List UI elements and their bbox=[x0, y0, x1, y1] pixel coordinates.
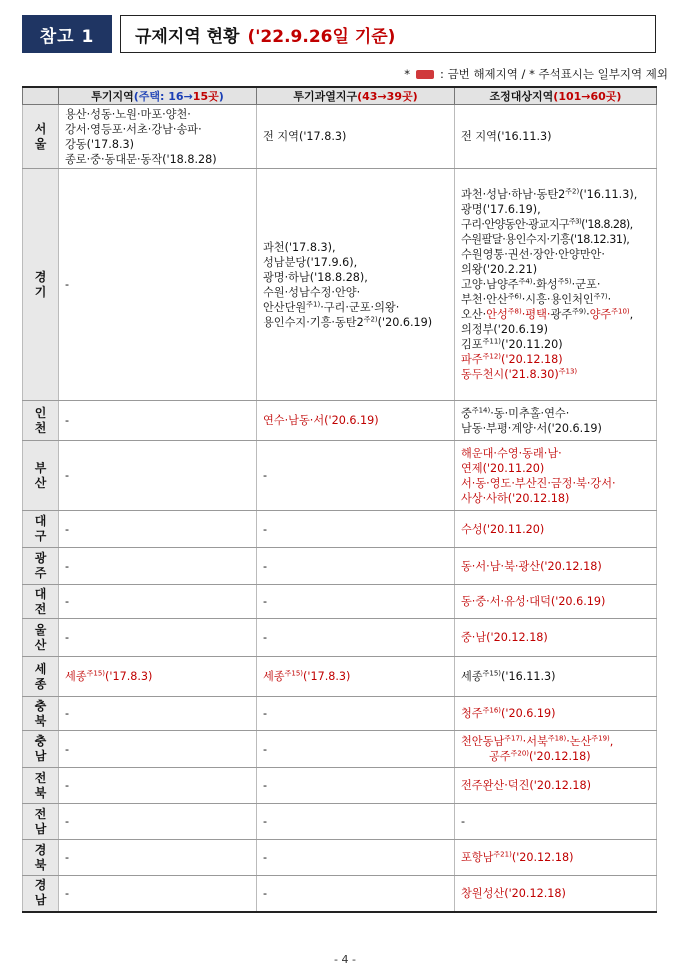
overheated-cell: - bbox=[257, 804, 455, 840]
legend-text: : 금번 해제지역 / * 주석표시는 일부지역 제외 bbox=[440, 67, 668, 81]
table-row-busan bbox=[23, 441, 657, 511]
overheated-cell: - bbox=[257, 441, 455, 511]
speculation-cell: - bbox=[59, 548, 257, 585]
corner-header bbox=[23, 87, 59, 105]
overheated-cell: - bbox=[257, 548, 455, 585]
adjustment-cell: 해운대·수영·동래·남· 연제('20.11.20) 서·동·영도·부산진·금정·북·강서· 사상·사하('20.12.18) bbox=[455, 441, 657, 511]
table-row-sejong bbox=[23, 657, 657, 697]
table-row-seoul bbox=[23, 105, 657, 169]
overheated-cell: 연수·남동·서('20.6.19) bbox=[257, 401, 455, 441]
header-row bbox=[23, 87, 657, 105]
speculation-cell: - bbox=[59, 619, 257, 657]
speculation-cell: - bbox=[59, 768, 257, 804]
page-number: - 4 - bbox=[334, 953, 356, 966]
region-label: 경남 bbox=[23, 876, 59, 912]
speculation-cell: - bbox=[59, 731, 257, 768]
title-date: ('22.9.26일 기준) bbox=[247, 26, 396, 47]
overheated-cell: 세종$^{주15)}$('17.8.3) bbox=[257, 657, 455, 697]
table-row-gyeonggi bbox=[23, 169, 657, 401]
overheated-cell: - bbox=[257, 511, 455, 548]
speculation-cell: - bbox=[59, 511, 257, 548]
overheated-cell: - bbox=[257, 585, 455, 619]
adjustment-cell: 수성('20.11.20) bbox=[455, 511, 657, 548]
table-row-daegu bbox=[23, 511, 657, 548]
overheated-cell: - bbox=[257, 731, 455, 768]
region-label: 광주 bbox=[23, 548, 59, 585]
speculation-cell: - bbox=[59, 804, 257, 840]
table-row-gyeongbuk bbox=[23, 840, 657, 876]
region-label: 경기 bbox=[23, 169, 59, 401]
table-row-gyeongnam bbox=[23, 876, 657, 912]
adjustment-cell: - bbox=[455, 804, 657, 840]
legend-swatch bbox=[416, 70, 434, 79]
page-title: 규제지역 현황 bbox=[135, 26, 240, 47]
adjustment-cell: 중$^{주14)}$·동·미추홀·연수· 남동·부평·계양·서('20.6.19) bbox=[455, 401, 657, 441]
overheated-cell: - bbox=[257, 840, 455, 876]
adjustment-cell: 전주완산·덕진('20.12.18) bbox=[455, 768, 657, 804]
table-row-gwangju bbox=[23, 548, 657, 585]
speculation-cell: - bbox=[59, 169, 257, 401]
table-row-chungnam bbox=[23, 731, 657, 768]
table-row-jeonnam bbox=[23, 804, 657, 840]
table-row-incheon bbox=[23, 401, 657, 441]
speculation-cell: - bbox=[59, 441, 257, 511]
region-label: 대구 bbox=[23, 511, 59, 548]
adjustment-cell: 전 지역('16.11.3) bbox=[455, 105, 657, 169]
region-label: 대전 bbox=[23, 585, 59, 619]
section-header bbox=[22, 15, 656, 53]
speculation-cell: 세종$^{주15)}$('17.8.3) bbox=[59, 657, 257, 697]
reference-badge: 참고 1 bbox=[22, 15, 112, 53]
table-row-ulsan bbox=[23, 619, 657, 657]
speculation-cell: - bbox=[59, 585, 257, 619]
region-label: 서울 bbox=[23, 105, 59, 169]
overheated-cell: - bbox=[257, 876, 455, 912]
region-label: 울산 bbox=[23, 619, 59, 657]
col-overheated-header: 투기과열지구(43→39곳) bbox=[257, 87, 455, 105]
adjustment-cell: 청주$^{주16)}$('20.6.19) bbox=[455, 697, 657, 731]
region-label: 충북 bbox=[23, 697, 59, 731]
adjustment-cell: 세종$^{주15)}$('16.11.3) bbox=[455, 657, 657, 697]
region-label: 전북 bbox=[23, 768, 59, 804]
speculation-cell: - bbox=[59, 401, 257, 441]
legend-asterisk: * bbox=[404, 67, 411, 81]
overheated-cell: - bbox=[257, 697, 455, 731]
col-speculation-header: 투기지역(주택: 16→15곳) bbox=[59, 87, 257, 105]
speculation-cell: - bbox=[59, 697, 257, 731]
region-label: 부산 bbox=[23, 441, 59, 511]
region-label: 세종 bbox=[23, 657, 59, 697]
adjustment-cell: 동·서·남·북·광산('20.12.18) bbox=[455, 548, 657, 585]
region-label: 경북 bbox=[23, 840, 59, 876]
adjustment-cell: 포항남$^{주21)}$('20.12.18) bbox=[455, 840, 657, 876]
legend bbox=[404, 66, 668, 82]
adjustment-cell: 천안동남$^{주17)}$·서북$^{주18)}$·논산$^{주19)}$, 공주$^{주20)}$('20.12.18) bbox=[455, 731, 657, 768]
col-adjustment-header: 조정대상지역(101→60곳) bbox=[455, 87, 657, 105]
region-label: 전남 bbox=[23, 804, 59, 840]
adjustment-cell: 창원성산('20.12.18) bbox=[455, 876, 657, 912]
overheated-cell: - bbox=[257, 619, 455, 657]
adjustment-cell: 동·중·서·유성·대덕('20.6.19) bbox=[455, 585, 657, 619]
adjustment-cell: 중·남('20.12.18) bbox=[455, 619, 657, 657]
table-row-daejeon bbox=[23, 585, 657, 619]
table-row-jeonbuk bbox=[23, 768, 657, 804]
region-label: 인천 bbox=[23, 401, 59, 441]
region-label: 충남 bbox=[23, 731, 59, 768]
speculation-cell: - bbox=[59, 876, 257, 912]
overheated-cell: 전 지역('17.8.3) bbox=[257, 105, 455, 169]
table-row-chungbuk bbox=[23, 697, 657, 731]
speculation-cell: - bbox=[59, 840, 257, 876]
adjustment-cell: 과천·성남·하남·동탄$2^{주2)}('16.11.3)$, 광명('17.6.19), 구리·안양동안·광교지구$^{주3)}$('18.8.28), 수원팔달·용인수지·기흥('18.12.31), 수원영통·권선·장안·안양만안· 의왕('20.2.21) 고양·남양주$^{주4)}$·화성$^{주5)}$·군포· 부천·안산$^{주6)}$·시흥·용인처인$^{주7)}$· 오산·안성$^{주8)}$·평택·광주$^{주9)}$·양주$^{주10)}$, 의정부('20.6.19) 김포$^{주11)}$('20.11.20) 파주$^{주12)}$('20.12.18) 동두천시$('21.8.30)^{주13)}$ bbox=[455, 169, 657, 401]
overheated-cell: 과천('17.8.3), 성남분당('17.9.6), 광명·하남('18.8.28), 수원·성남수정·안양· 안산단원$^{주1)}$·구리·군포·의왕· 용인수지·기흥·동탄$2^{주2)}('20.6.19)$ bbox=[257, 169, 455, 401]
regulated-areas-table bbox=[22, 86, 657, 913]
overheated-cell: - bbox=[257, 768, 455, 804]
speculation-cell: 용산·성동·노원·마포·양천· 강서·영등포·서초·강남·송파· 강동('17.8.3) 종로·중·동대문·동작('18.8.28) bbox=[59, 105, 257, 169]
title-box bbox=[120, 15, 656, 53]
